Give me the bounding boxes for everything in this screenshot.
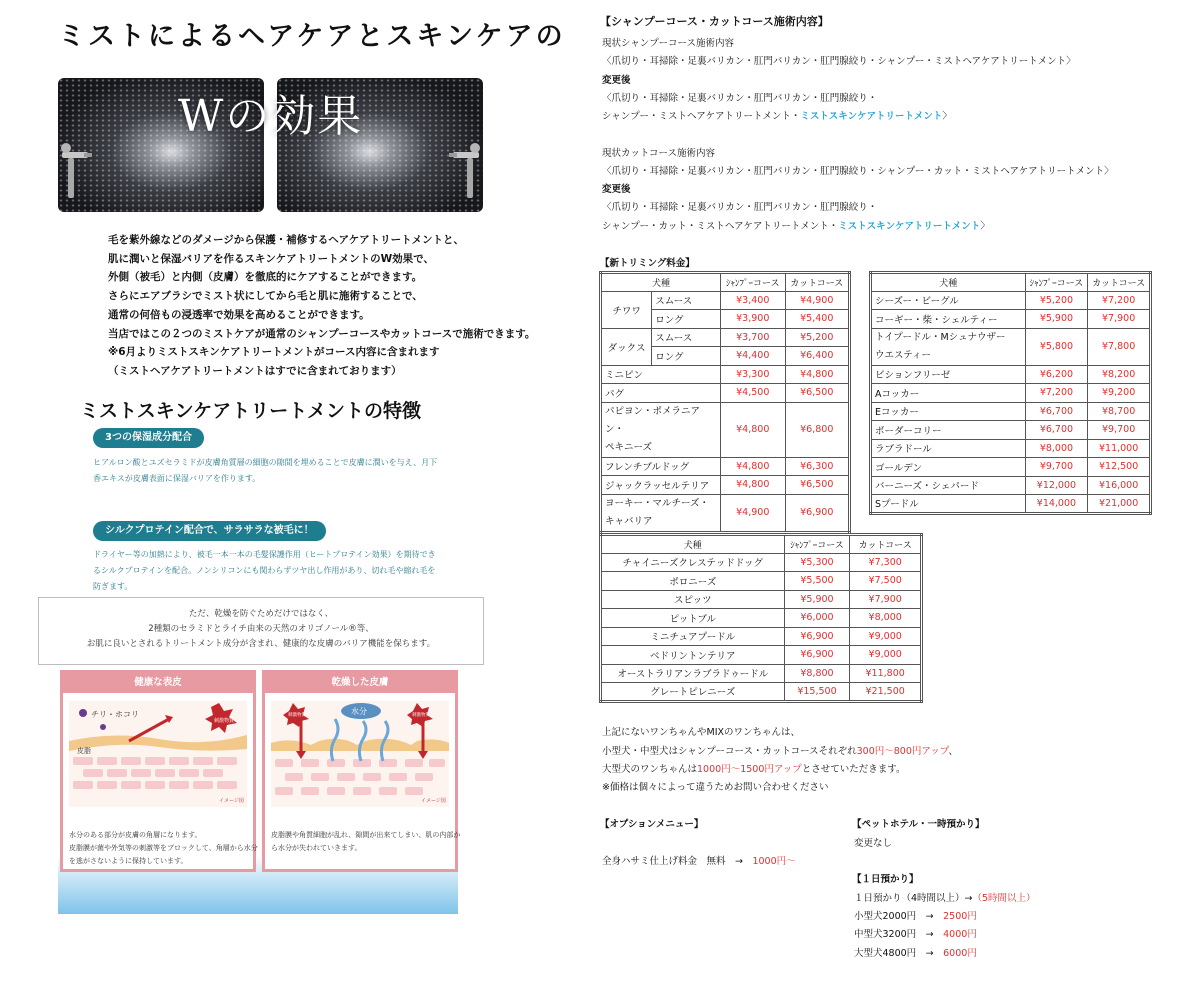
hero-image [58,78,483,212]
price-header: 【新トリミング料金】 [600,258,695,269]
shampoo-current-label: 現状シャンプーコース施術内容 [602,38,735,49]
hero-title: Wの効果 [178,91,364,142]
price-table-small [599,271,851,534]
col-shampoo: ｼｬﾝﾌﾟｰコース [721,273,785,292]
healthy-skin-illustration [69,701,247,807]
day-care-large: 大型犬4800円 → 6000円 [854,948,977,959]
table-row: ビションフリーゼ ¥6,200 ¥8,200 [871,365,1151,384]
shampoo-change-label: 変更後 [602,75,631,86]
table-row: ボーダーコリー ¥6,700 ¥9,700 [871,421,1151,440]
table-row: ヨーキー・マルチーズ・ キャバリア ¥4,900 ¥6,900 [601,494,850,532]
table-row: Sプードル ¥14,000 ¥21,000 [871,495,1151,514]
feature-text-silk: ドライヤー等の加熱により、被毛一本一本の毛髪保護作用（ヒートプロテイン効果）を期待でき るシルクプロテインを配合。ノンシリコンにも関わらずツヤ出し作用があり、切れ毛や縮れ毛を 防ぎます。 [93,550,436,591]
price-table-medium-large [869,271,1152,515]
dry-skin-title: 乾燥した皮膚 [265,673,455,693]
irritant-label: 刺激物質 [214,718,235,724]
cut-after-line1: 〈爪切り・耳掃除・足裏バリカン・肛門バリカン・肛門腺絞り・ [602,202,878,213]
col-breed: 犬種 [601,273,721,292]
skin-diagram [58,668,461,914]
table-header-row [871,273,1151,292]
cut-change-label: 変更後 [602,184,631,195]
col-shampoo: ｼｬﾝﾌﾟｰコース [784,535,850,554]
table-row: ミニピン ¥3,300 ¥4,800 [601,365,850,384]
cut-current: 〈爪切り・耳掃除・足裏バリカン・肛門バリカン・肛門腺絞り・シャンプー・カット・ミストヘアケアトリートメント〉 [602,166,1114,177]
hotel-value: 変更なし [854,838,893,849]
main-title: ミストによるヘアケアとスキンケアの [58,21,566,52]
shampoo-current: 〈爪切り・耳掃除・足裏バリカン・肛門バリカン・肛門腺絞り・シャンプー・ミストヘアケアトリートメント〉 [602,56,1076,67]
col-cut: カットコース [850,535,922,554]
intro-text: 毛を紫外線などのダメージから保護・補修するヘアケアトリートメントと、 肌に潤いと保湿バリアを作るスキンケアトリートメントのW効果で、 外側（被毛）と内側（皮膚）を徹底的にケアすることができます。 さらにエアブラシでミスト状にしてから毛と肌に施術することで、 通常の何倍もの浸透率で効果を高めることができます。 当店ではこの２つのミストケアが通常のシャンプーコースやカットコースで施術できます。 ※6月よりミストスキンケアトリートメントがコース内容に含まれます （ミストヘアケアトリートメントはすでに含まれております） [108,234,536,377]
cut-after-line2: シャンプー・カット・ミストヘアケアトリートメント・ミストスキンケアトリートメント〉 [602,221,990,232]
dust-label: チリ・ホコリ [91,710,139,719]
col-shampoo: ｼｬﾝﾌﾟｰコース [1025,273,1088,292]
day-care-small: 小型犬2000円 → 2500円 [854,911,977,922]
features-title: ミストスキンケアトリートメントの特徴 [80,400,422,422]
table-row: ジャックラッセルテリア ¥4,800 ¥6,500 [601,476,850,495]
note-line-3: 大型犬のワンちゃんは1000円～1500円アップとさせていただきます。 [602,764,906,775]
table-row: ピットブル ¥6,000 ¥8,000 [601,609,922,628]
col-cut: カットコース [785,273,850,292]
day-care-line: １日預かり（4時間以上）→（5時間以上） [854,893,1036,904]
table-row: チワワ スムース ¥3,400 ¥4,900 [601,291,850,310]
water-label: 水分 [351,707,367,716]
table-row: ダックス スムース ¥3,700 ¥5,200 [601,328,850,347]
table-row: ラブラドール ¥8,000 ¥11,000 [871,439,1151,458]
day-care-header: 【１日預かり】 [852,874,919,885]
note-line-1: 上記にないワンちゃんやMIXのワンちゃんは、 [602,727,801,738]
healthy-skin-card [60,670,256,872]
irritant-label-1: 刺激物質 [288,713,306,718]
healthy-skin-title: 健康な表皮 [63,673,253,693]
table-row: ベドリントンテリア ¥6,900 ¥9,000 [601,646,922,665]
dry-skin-card [262,670,461,872]
table-row: グレートピレニーズ ¥15,500 ¥21,500 [601,683,922,702]
table-row: トイプードル・Mシュナウザー ウエスティー ¥5,800 ¥7,800 [871,328,1151,365]
price-table-other [599,533,923,703]
feature-text-moisture: ヒアルロン酸とユズセラミドが皮膚角質層の細胞の隙間を埋めることで皮膚に潤いを与え、月下 香エキスが皮膚表面に保湿バリアを作ります。 [93,458,438,483]
table-row: ボロニーズ ¥5,500 ¥7,500 [601,572,922,591]
option-header: 【オプションメニュー】 [600,819,704,830]
note-line-4: ※価格は個々によって違うためお問い合わせください [602,782,829,793]
irritant-label-2: 刺激物質 [412,713,430,718]
table-row: Eコッカー ¥6,700 ¥8,700 [871,402,1151,421]
airbrush-left-icon [58,140,92,202]
shampoo-after-line2: シャンプー・ミストヘアケアトリートメント・ミストスキンケアトリートメント〉 [602,111,952,122]
shampoo-after-line1: 〈爪切り・耳掃除・足裏バリカン・肛門バリカン・肛門腺絞り・ [602,93,878,104]
table-row: バーニーズ・シェパード ¥12,000 ¥16,000 [871,476,1151,495]
table-row: チャイニーズクレステッドドッグ ¥5,300 ¥7,300 [601,553,922,572]
airbrush-right-icon [449,140,483,202]
option-line: 全身ハサミ仕上げ料金 無料 → 1000円～ [602,856,796,867]
table-row: パグ ¥4,500 ¥6,500 [601,384,850,403]
cut-current-label: 現状カットコース施術内容 [602,148,716,159]
image-note-label: イメージ図 [421,798,446,804]
course-header: 【シャンプーコース・カットコース施術内容】 [600,15,829,28]
table-row: フレンチブルドッグ ¥4,800 ¥6,300 [601,457,850,476]
table-row: シーズー・ビーグル ¥5,200 ¥7,200 [871,291,1151,310]
sebum-label: 皮脂 [77,747,91,755]
image-note-label: イメージ図 [219,798,244,804]
hotel-header: 【ペットホテル・一時預かり】 [852,819,985,830]
day-care-medium: 中型犬3200円 → 4000円 [854,929,977,940]
table-row: ミニチュアプードル ¥6,900 ¥9,000 [601,627,922,646]
table-row: オーストラリアンラブラドゥードル ¥8,800 ¥11,800 [601,664,922,683]
feature-pill-silk: シルクプロテイン配合で、サラサラな被毛に！ [93,521,326,541]
dry-skin-illustration [271,701,449,807]
table-row: スピッツ ¥5,900 ¥7,900 [601,590,922,609]
table-row: コーギー・柴・シェルティー ¥5,900 ¥7,900 [871,310,1151,329]
col-breed: 犬種 [601,535,785,554]
table-row: ロング ¥4,400 ¥6,400 [601,347,850,366]
table-row: ゴールデン ¥9,700 ¥12,500 [871,458,1151,477]
note-line-2: 小型犬・中型犬はシャンプーコース・カットコースそれぞれ300円～800円アップ、 [602,746,958,757]
table-header-row [601,273,850,292]
table-row: Aコッカー ¥7,200 ¥9,200 [871,384,1151,403]
table-header-row [601,535,922,554]
col-cut: カットコース [1088,273,1151,292]
table-row: ロング ¥3,900 ¥5,400 [601,310,850,329]
feature-pill-moisture: 3つの保湿成分配合 [93,428,204,448]
col-breed: 犬種 [871,273,1026,292]
table-row: パピヨン・ポメラニアン・ ペキニーズ ¥4,800 ¥6,800 [601,402,850,457]
healthy-skin-text: 水分のある部分が皮膚の角層になります。 皮脂膜が菌や外気等の刺激等をブロックして、角層から水分 を逃がさないように保持しています。 [69,831,258,865]
dry-skin-text: 皮脂膜や角質細胞が乱れ、隙間が出来てしまい、肌の内部か ら水分が失われていきます。 [271,831,461,852]
barrier-note-box: ただ、乾燥を防ぐためだけではなく、 2種類のセラミドとライチ由来の天然のオリゴノール®等、 お肌に良いとされるトリートメント成分が含まれ、健康的な皮膚のバリア機能を保ちます。 [38,597,484,665]
